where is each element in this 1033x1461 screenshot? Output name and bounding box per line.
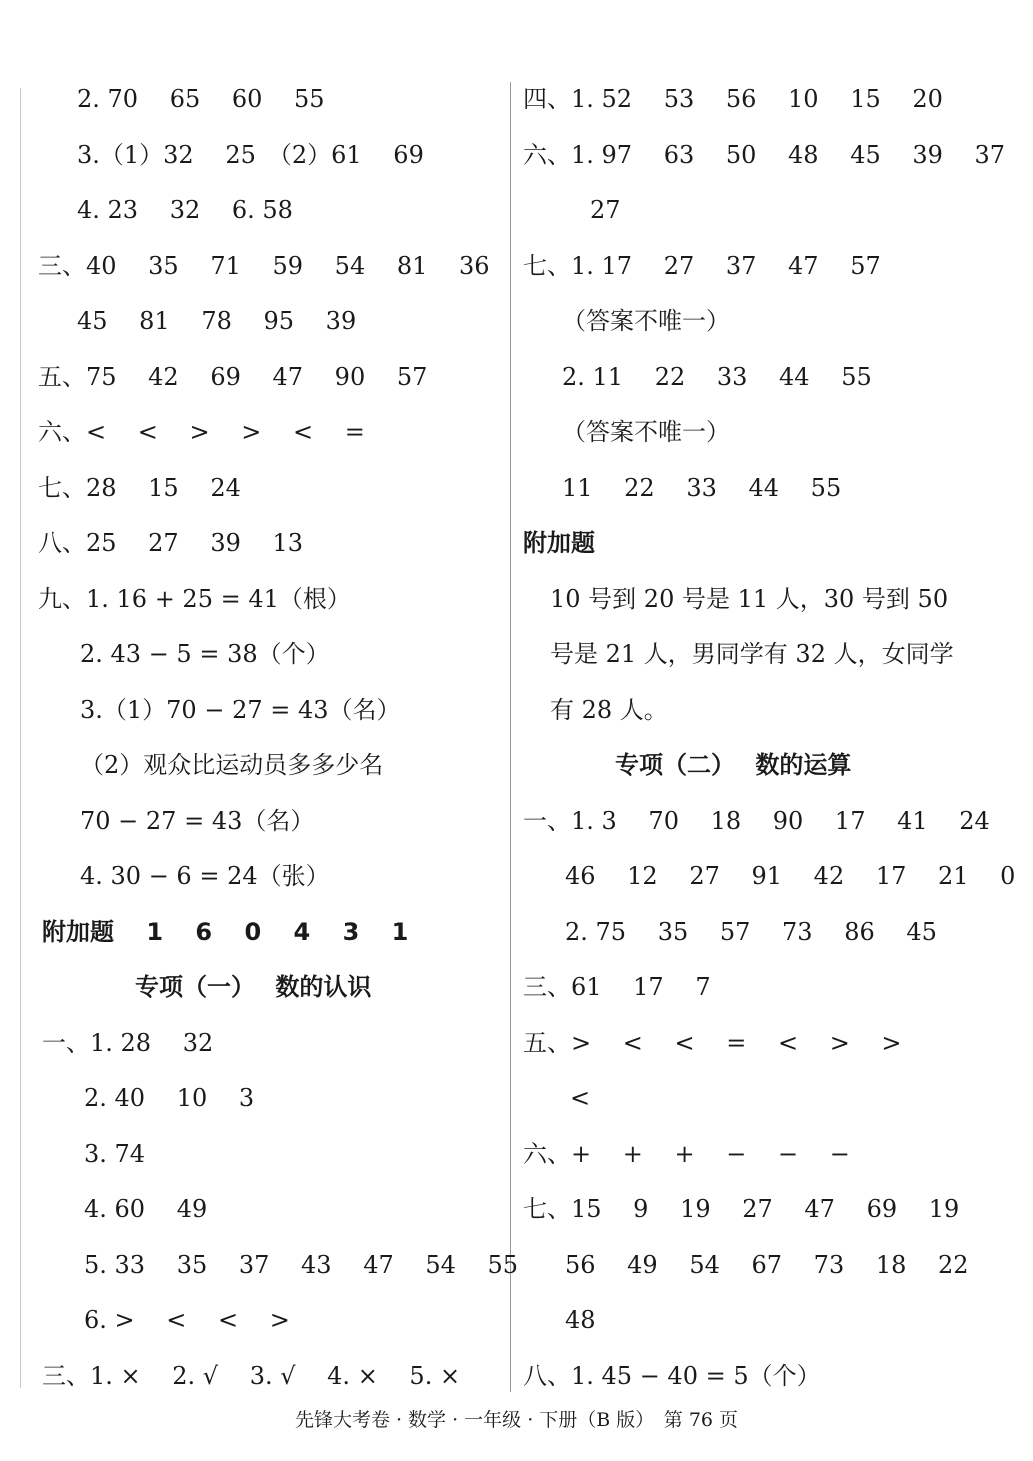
answer-line: 三、40 35 71 59 54 81 36 xyxy=(38,252,490,280)
answer-line: 三、1. × 2. √ 3. √ 4. × 5. × xyxy=(42,1362,461,1390)
answer-line: 70 − 27 = 43（名） xyxy=(80,807,315,835)
section-heading: 专项（一） 数的认识 xyxy=(135,973,372,1001)
answer-line: < xyxy=(570,1084,591,1112)
answer-line: （2）观众比运动员多多少名 xyxy=(80,751,384,779)
column-divider xyxy=(510,82,511,1392)
answer-line: 5. 33 35 37 43 47 54 55 xyxy=(84,1251,519,1279)
answer-line: 45 81 78 95 39 xyxy=(77,307,357,335)
answer-line: 七、28 15 24 xyxy=(38,474,241,502)
answer-line: 46 12 27 91 42 17 21 0 xyxy=(565,862,1016,890)
answer-line: 五、75 42 69 47 90 57 xyxy=(38,363,428,391)
section-heading: 专项（二） 数的运算 xyxy=(615,751,852,779)
answer-line: 4. 23 32 6. 58 xyxy=(77,196,293,224)
answer-line: 一、1. 3 70 18 90 17 41 24 xyxy=(523,807,990,835)
answer-line: 四、1. 52 53 56 10 15 20 xyxy=(523,85,943,113)
answer-line: 三、61 17 7 xyxy=(523,973,711,1001)
answer-line: 48 xyxy=(565,1306,596,1334)
answer-line: 六、< < > > < = xyxy=(38,418,365,446)
answer-line: 八、1. 45 − 40 = 5（个） xyxy=(523,1362,821,1390)
answer-line: 2. 40 10 3 xyxy=(84,1084,255,1112)
answer-line: 2. 43 − 5 = 38（个） xyxy=(80,640,330,668)
page-footer: 先锋大考卷 · 数学 · 一年级 · 下册（B 版） 第 76 页 xyxy=(294,1409,739,1431)
answer-line: 九、1. 16 + 25 = 41（根） xyxy=(38,585,351,613)
answer-line: 3.（1）32 25 （2）61 69 xyxy=(77,141,424,169)
answer-line: 有 28 人。 xyxy=(550,696,668,724)
answer-line: 4. 60 49 xyxy=(84,1195,208,1223)
answer-line: 10 号到 20 号是 11 人，30 号到 50 xyxy=(550,585,949,613)
answer-line: 6. > < < > xyxy=(84,1306,290,1334)
answer-line: 一、1. 28 32 xyxy=(42,1029,214,1057)
answer-line: 八、25 27 39 13 xyxy=(38,529,304,557)
answer-line: 2. 70 65 60 55 xyxy=(77,85,325,113)
answer-line: 2. 11 22 33 44 55 xyxy=(562,363,872,391)
answer-line: 11 22 33 44 55 xyxy=(562,474,842,502)
answer-line: 六、1. 97 63 50 48 45 39 37 xyxy=(523,141,1006,169)
answer-line: 4. 30 − 6 = 24（张） xyxy=(80,862,330,890)
answer-line: 六、+ + + − − − xyxy=(523,1140,850,1168)
left-margin-rule xyxy=(20,88,21,1388)
answer-line: 七、1. 17 27 37 47 57 xyxy=(523,252,881,280)
answer-line: 3. 74 xyxy=(84,1140,146,1168)
answer-line: （答案不唯一） xyxy=(562,418,730,446)
answer-line: （答案不唯一） xyxy=(562,307,730,335)
answer-line: 3.（1）70 − 27 = 43（名） xyxy=(80,696,401,724)
answer-line: 27 xyxy=(590,196,621,224)
answer-line: 56 49 54 67 73 18 22 xyxy=(565,1251,969,1279)
answer-line: 号是 21 人，男同学有 32 人，女同学 xyxy=(550,640,954,668)
answer-line: 七、15 9 19 27 47 69 19 xyxy=(523,1195,960,1223)
bonus-answer-line: 附加题 1 6 0 4 3 1 xyxy=(42,918,409,946)
bonus-heading: 附加题 xyxy=(523,529,595,557)
answer-line: 五、> < < = < > > xyxy=(523,1029,902,1057)
answer-line: 2. 75 35 57 73 86 45 xyxy=(565,918,937,946)
